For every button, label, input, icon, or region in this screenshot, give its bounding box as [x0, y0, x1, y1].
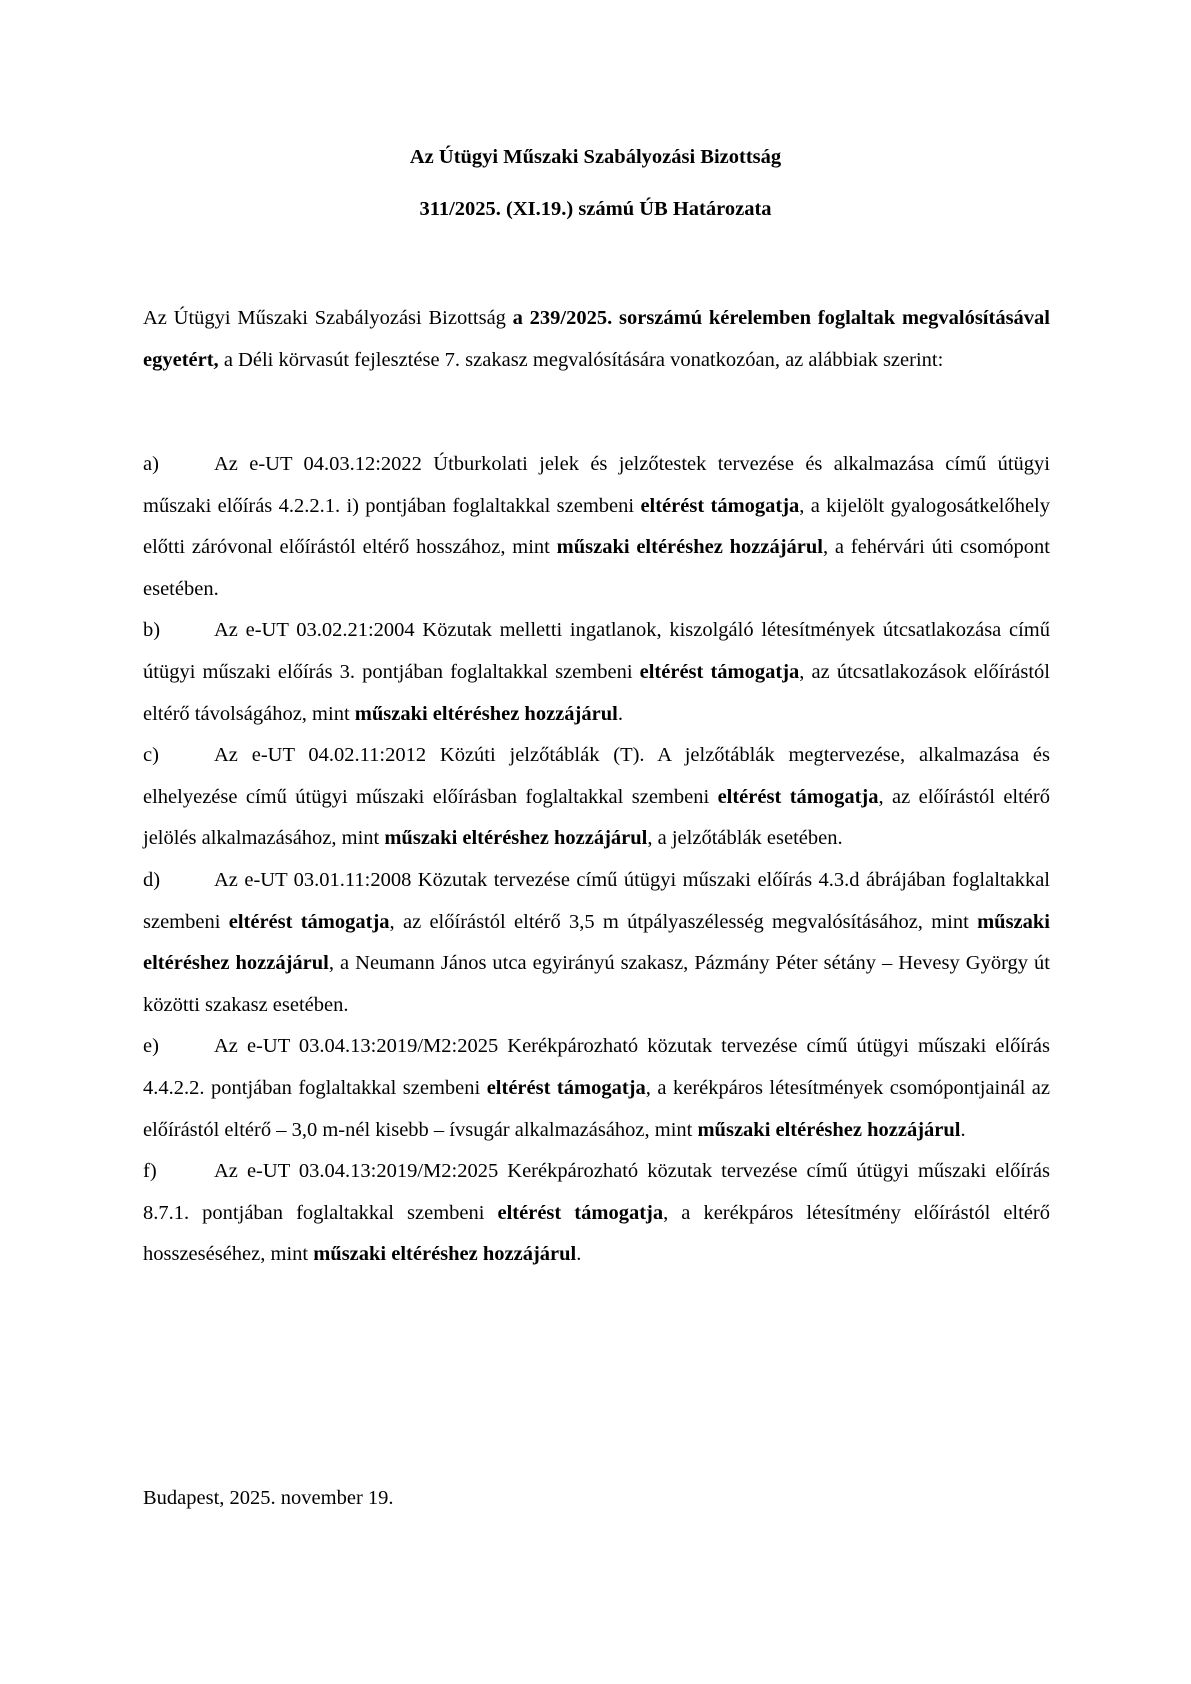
item-text-bold: műszaki eltéréshez hozzájárul: [556, 536, 823, 559]
item-label: c): [143, 744, 159, 767]
item-text-bold: műszaki eltéréshez hozzájárul: [143, 910, 1050, 975]
item-text-bold: műszaki eltéréshez hozzájárul: [697, 1118, 961, 1141]
intro-text-bold: a 239/2025. sorszámú kérelemben foglaltak megvalósításával egyetért,: [143, 307, 1050, 371]
item-text-bold: eltérést támogatja: [497, 1201, 664, 1224]
item-text-bold: műszaki eltéréshez hozzájárul: [384, 827, 648, 850]
item-text: , a jelzőtáblák esetében.: [647, 827, 843, 850]
document-title: Az Útügyi Műszaki Szabályozási Bizottság: [409, 146, 782, 168]
item-text: Az e-UT 03.02.21:2004 Közutak melletti ingatlanok, kiszolgáló létesítmények útcsatlakozása című útügyi műszaki előírás 3. pontjában foglaltakkal szembeni: [143, 619, 1050, 683]
resolution-item-a: [143, 444, 1050, 610]
intro-text: Az Útügyi Műszaki Szabályozási Bizottság: [143, 307, 513, 329]
item-label: f): [143, 1160, 157, 1183]
resolution-item-d: [143, 860, 1050, 1026]
place-and-date: Budapest, 2025. november 19.: [143, 1487, 394, 1509]
item-text: Az e-UT 04.02.11:2012 Közúti jelzőtáblák (T). A jelzőtáblák megtervezése, alkalmazása és elhelyezése című útügyi műszaki előírásban foglaltakkal szembeni: [143, 744, 1050, 808]
item-text: Az e-UT 03.04.13:2019/M2:2025 Kerékpározható közutak tervezése című útügyi műszaki előírás 4.4.2.2. pontjában foglaltakkal szembeni: [143, 1035, 1050, 1099]
item-label: d): [143, 868, 161, 891]
item-text: , a kerékpáros létesítmények csomópontjainál az előírástól eltérő – 3,0 m-nél kisebb – ívsugár alkalmazásához, mint: [143, 1076, 1050, 1141]
item-label: b): [143, 619, 161, 642]
item-label: a): [143, 453, 159, 475]
resolution-item-e: [143, 1026, 1050, 1151]
item-text-bold: eltérést támogatja: [639, 660, 800, 683]
item-text-bold: eltérést támogatja: [228, 910, 390, 933]
item-text: , az előírástól eltérő jelölés alkalmazásához, mint: [143, 785, 1050, 850]
item-text: .: [617, 702, 623, 725]
resolution-item-f: [143, 1151, 1050, 1276]
item-text: , az útcsatlakozások előírástól eltérő távolságához, mint: [143, 660, 1050, 725]
resolution-item-c: [143, 735, 1050, 860]
item-text-bold: eltérést támogatja: [486, 1076, 646, 1099]
item-label: e): [143, 1035, 159, 1058]
item-text-bold: eltérést támogatja: [640, 494, 800, 517]
intro-paragraph: [143, 298, 1050, 381]
intro-text: a Déli körvasút fejlesztése 7. szakasz megvalósítására vonatkozóan, az alábbiak szerint:: [218, 348, 944, 371]
item-text: Az e-UT 04.03.12:2022 Útburkolati jelek és jelzőtestek tervezése és alkalmazása című útügyi műszaki előírás 4.2.2.1. i) pontjában foglaltakkal szembeni: [143, 453, 1050, 517]
resolution-item-b: [143, 610, 1050, 735]
item-text-bold: műszaki eltéréshez hozzájárul: [313, 1243, 577, 1266]
item-text: .: [576, 1243, 582, 1266]
item-text: , az előírástól eltérő 3,5 m útpályaszélesség megvalósításához, mint: [389, 910, 978, 933]
resolution-items: [143, 444, 1050, 1276]
resolution-number: 311/2025. (XI.19.) számú ÚB Határozata: [419, 198, 772, 220]
item-text: , a fehérvári úti csomópont esetében.: [143, 536, 1050, 600]
item-text: Az e-UT 03.01.11:2008 Közutak tervezése című útügyi műszaki előírás 4.3.d ábrájában foglaltakkal szembeni: [143, 868, 1050, 933]
item-text: , a Neumann János utca egyirányú szakasz, Pázmány Péter sétány – Hevesy György út közötti szakasz esetében.: [143, 952, 1050, 1016]
item-text-bold: eltérést támogatja: [717, 785, 879, 808]
item-text: .: [960, 1118, 966, 1141]
item-text-bold: műszaki eltéréshez hozzájárul: [354, 702, 618, 725]
item-text: , a kijelölt gyalogosátkelőhely előtti záróvonal előírástól eltérő hosszához, mint: [143, 494, 1050, 559]
item-text: , a kerékpáros létesítmény előírástól eltérő hosszeséséhez, mint: [143, 1201, 1050, 1266]
item-text: Az e-UT 03.04.13:2019/M2:2025 Kerékpározható közutak tervezése című útügyi műszaki előírás 8.7.1. pontjában foglaltakkal szembeni: [143, 1160, 1050, 1224]
